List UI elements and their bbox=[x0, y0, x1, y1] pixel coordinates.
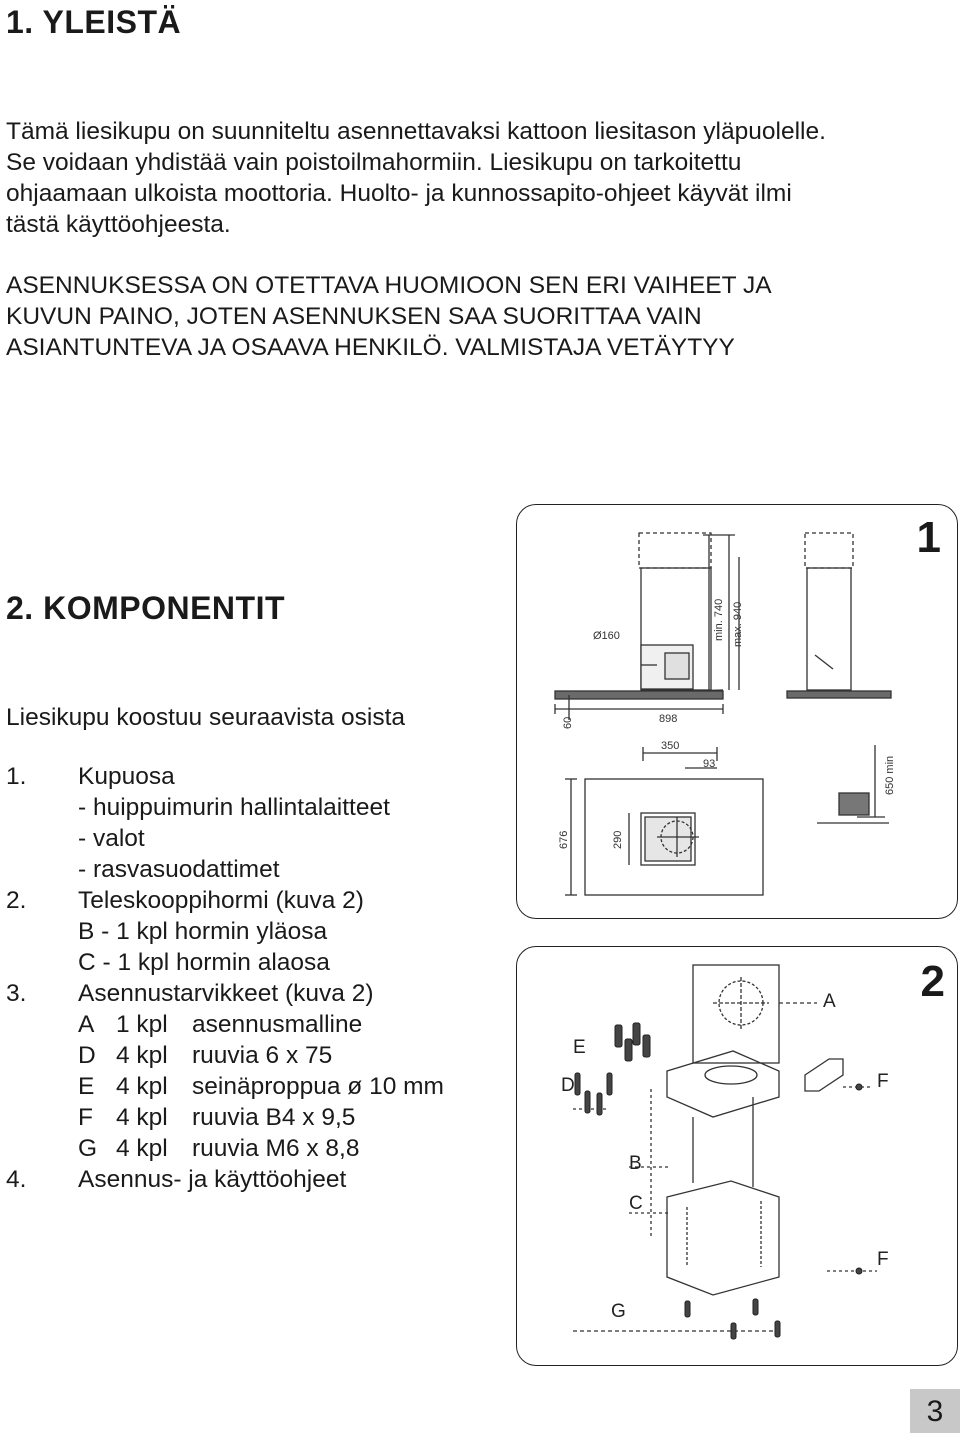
warning-line: ASENNUKSESSA ON OTETTAVA HUOMIOON SEN ERI VAIHEET JA bbox=[6, 272, 772, 299]
chimney-side bbox=[807, 568, 851, 690]
accessory-desc: ruuvia B4 x 9,5 bbox=[192, 1104, 356, 1131]
accessory-letter: A bbox=[78, 1011, 95, 1038]
label-b: B bbox=[629, 1153, 642, 1174]
dim-60: 60 bbox=[562, 716, 574, 729]
dim-93: 93 bbox=[703, 758, 716, 770]
paragraph-line: ohjaamaan ulkoista moottoria. Huolto- ja kunnossapito-ohjeet käyvät ilmi bbox=[6, 180, 792, 207]
dim-350: 350 bbox=[661, 740, 680, 752]
template-sheet bbox=[693, 965, 779, 1063]
list-text: Kupuosa bbox=[78, 763, 175, 790]
accessory-letter: G bbox=[78, 1135, 98, 1162]
chimney-lower-c bbox=[667, 1181, 779, 1295]
parts-drawing bbox=[517, 947, 957, 1365]
accessory-letter: F bbox=[78, 1104, 93, 1131]
accessory-desc: asennusmalline bbox=[192, 1011, 363, 1038]
dim-width: 898 bbox=[659, 713, 678, 725]
figure-2 bbox=[516, 946, 958, 1366]
list-text: Asennustarvikkeet (kuva 2) bbox=[78, 980, 374, 1007]
dim-650min: 650 min bbox=[884, 755, 896, 795]
section1-heading: 1. YLEISTÄ bbox=[6, 4, 182, 40]
warning-line: ASIANTUNTEVA JA OSAAVA HENKILÖ. VALMISTAJA VETÄYTYY bbox=[6, 334, 735, 361]
chimney-upper-dashed bbox=[639, 533, 711, 568]
dim-min: min. 740 bbox=[713, 598, 725, 641]
list-text: - rasvasuodattimet bbox=[78, 856, 280, 883]
dim-max: max. 940 bbox=[732, 601, 744, 647]
paragraph-line: Tämä liesikupu on suunniteltu asennettavaksi kattoon liesitason yläpuolelle. bbox=[6, 118, 826, 145]
hood-canopy-left bbox=[555, 691, 723, 699]
list-number: 2. bbox=[6, 887, 27, 914]
warning-line: KUVUN PAINO, JOTEN ASENNUKSEN SAA SUORITTAA VAIN bbox=[6, 303, 702, 330]
dim-diameter: Ø160 bbox=[593, 630, 620, 642]
list-text: B - 1 kpl hormin yläosa bbox=[78, 918, 328, 945]
list-number: 3. bbox=[6, 980, 27, 1007]
components-list bbox=[6, 760, 506, 1200]
paragraph-line: tästä käyttöohjeesta. bbox=[6, 211, 231, 238]
figure-1 bbox=[516, 504, 958, 919]
label-e: E bbox=[573, 1037, 586, 1058]
intro-paragraph bbox=[6, 116, 826, 240]
label-a: A bbox=[823, 991, 836, 1012]
accessory-letter: E bbox=[78, 1073, 95, 1100]
list-number: 4. bbox=[6, 1166, 27, 1193]
warning-paragraph bbox=[6, 270, 772, 363]
paragraph-line: Se voidaan yhdistää vain poistoilmahormiin. Liesikupu on tarkoitettu bbox=[6, 149, 742, 176]
list-text: Teleskooppihormi (kuva 2) bbox=[78, 887, 364, 914]
list-text: C - 1 kpl hormin alaosa bbox=[78, 949, 330, 976]
label-g: G bbox=[611, 1301, 626, 1322]
label-f-bottom: F bbox=[877, 1249, 889, 1270]
list-text: - valot bbox=[78, 825, 145, 852]
accessory-desc: ruuvia M6 x 8,8 bbox=[192, 1135, 360, 1162]
list-number: 1. bbox=[6, 763, 27, 790]
components-intro: Liesikupu koostuu seuraavista osista bbox=[6, 704, 406, 731]
dim-290: 290 bbox=[612, 830, 624, 849]
accessory-letter: D bbox=[78, 1042, 96, 1069]
page-number: 3 bbox=[910, 1389, 960, 1433]
dim-676: 676 bbox=[558, 830, 570, 849]
accessory-qty: 4 kpl bbox=[116, 1042, 168, 1069]
list-text: Asennus- ja käyttöohjeet bbox=[78, 1166, 347, 1193]
label-f-top: F bbox=[877, 1071, 889, 1092]
hood-canopy-right bbox=[787, 691, 891, 698]
accessory-qty: 4 kpl bbox=[116, 1073, 168, 1100]
accessory-qty: 4 kpl bbox=[116, 1104, 168, 1131]
accessory-qty: 1 kpl bbox=[116, 1011, 168, 1038]
accessory-desc: seinäproppua ø 10 mm bbox=[192, 1073, 444, 1100]
label-d: D bbox=[561, 1075, 575, 1096]
section2-heading: 2. KOMPONENTIT bbox=[6, 590, 286, 626]
label-c: C bbox=[629, 1193, 643, 1214]
figure-number: 1 bbox=[916, 513, 941, 562]
figure-number: 2 bbox=[920, 957, 945, 1006]
accessory-qty: 4 kpl bbox=[116, 1135, 168, 1162]
list-text: - huippuimurin hallintalaitteet bbox=[78, 794, 390, 821]
hood-dimension-drawing bbox=[517, 505, 957, 918]
accessory-desc: ruuvia 6 x 75 bbox=[192, 1042, 333, 1069]
